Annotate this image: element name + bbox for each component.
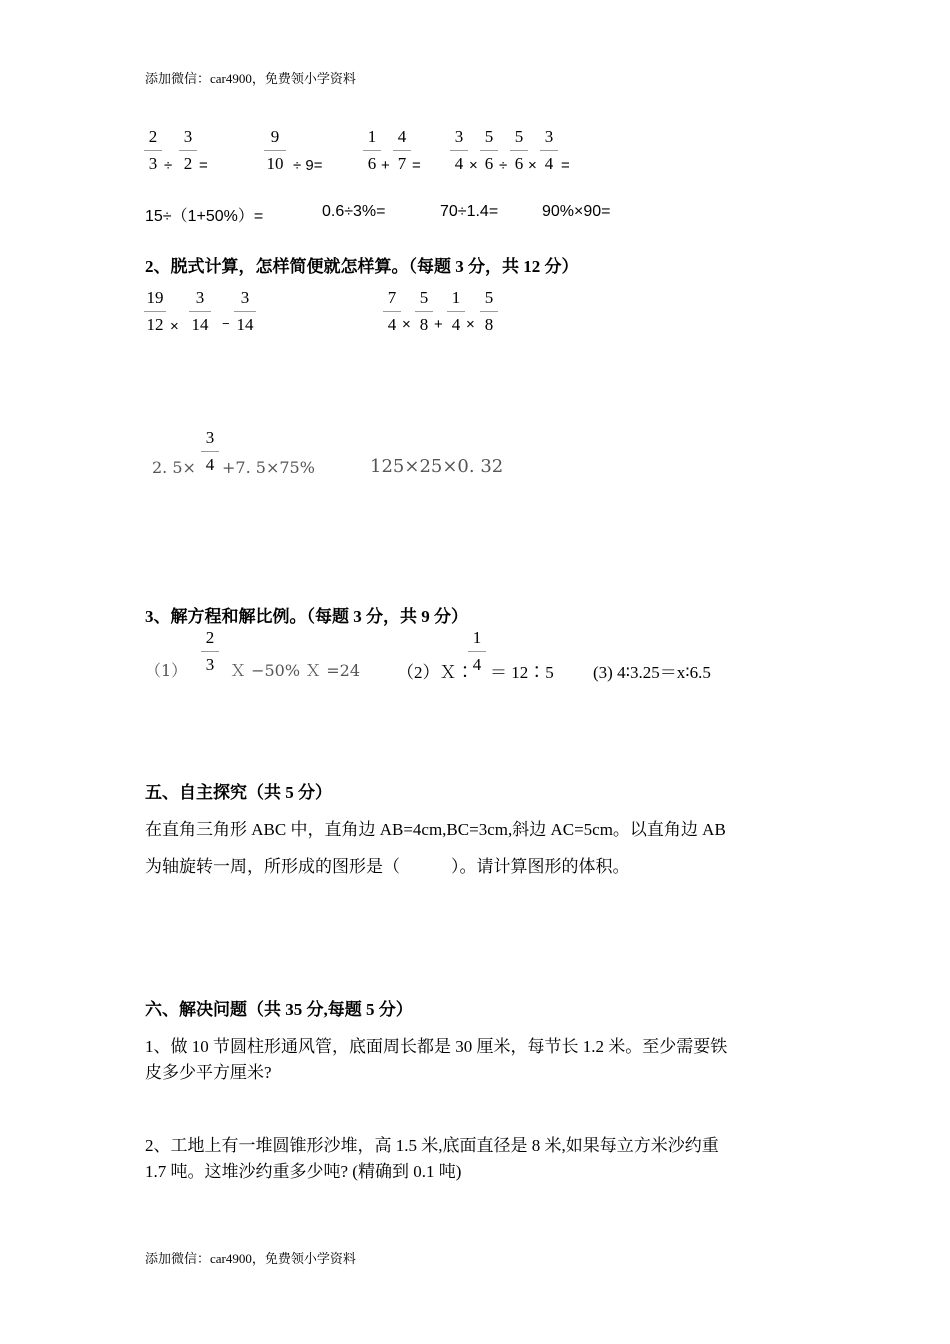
fraction: [391, 127, 413, 174]
fraction: [177, 127, 199, 174]
numerator: 3: [544, 127, 554, 146]
fraction: [262, 127, 288, 174]
denominator: 3: [148, 154, 158, 173]
question-line: 1.7 吨。这堆沙约重多少吨? (精确到 0.1 吨): [145, 1162, 462, 1181]
expression-part: 2. 5×: [152, 458, 196, 477]
denominator: 6: [514, 154, 524, 173]
fraction: [478, 288, 500, 335]
fraction: [538, 127, 560, 174]
equals-sign: =: [561, 157, 570, 174]
operator: ×: [170, 318, 179, 335]
operator: +: [434, 316, 443, 333]
section-title: 2、脱式计算，怎样简便就怎样算。（每题 3 分，共 12 分）: [145, 257, 579, 276]
fraction: [508, 127, 530, 174]
numerator: 3: [195, 288, 205, 307]
numerator: 2: [205, 628, 215, 647]
numerator: 3: [454, 127, 464, 146]
numerator: 5: [514, 127, 524, 146]
fraction: [142, 127, 164, 174]
fraction: [445, 288, 467, 335]
numerator: 9: [270, 127, 280, 146]
question-line: 1、做 10 节圆柱形通风管，底面周长都是 30 厘米，每节长 1.2 米。至少需要铁: [145, 1037, 728, 1056]
numerator: 5: [484, 288, 494, 307]
fraction: [232, 288, 258, 335]
denominator: 2: [183, 154, 193, 173]
question-line: 2、工地上有一堆圆锥形沙堆，高 1.5 米,底面直径是 8 米,如果每立方米沙约重: [145, 1136, 719, 1155]
operator: ×: [402, 316, 411, 333]
operator: ÷: [164, 157, 173, 174]
numerator: 5: [484, 127, 494, 146]
numerator: 1: [367, 127, 377, 146]
denominator: 6: [367, 154, 377, 173]
paragraph-line: 在直角三角形 ABC 中，直角边 AB=4cm,BC=3cm,斜边 AC=5cm。以直角边 AB: [145, 820, 726, 839]
equals-sign: =: [412, 157, 421, 174]
numerator: 1: [451, 288, 461, 307]
numerator: 19: [146, 288, 164, 307]
operator: −: [222, 316, 230, 331]
expression-tail: ÷ 9=: [293, 157, 323, 174]
section-title: 3、解方程和解比例。（每题 3 分，共 9 分）: [145, 607, 468, 626]
numerator: 3: [205, 428, 215, 447]
denominator: 4: [451, 315, 461, 334]
fraction: [466, 628, 488, 675]
operator: +: [381, 157, 390, 174]
numerator: 5: [419, 288, 429, 307]
paragraph-line: 为轴旋转一周，所形成的图形是（ ）。请计算图形的体积。: [145, 857, 630, 876]
operator: ÷: [499, 157, 508, 174]
numerator: 1: [472, 628, 482, 647]
fraction: [199, 628, 221, 675]
equation-label: （2）Ｘ∶: [397, 663, 474, 682]
denominator: 8: [419, 315, 429, 334]
page-header: 添加微信：car4900，免费领小学资料: [145, 71, 356, 86]
denominator: 12: [146, 315, 164, 334]
section-title: 六、解决问题（共 35 分,每题 5 分）: [145, 1000, 413, 1019]
denominator: 4: [387, 315, 397, 334]
fraction: [478, 127, 500, 174]
denominator: 4: [454, 154, 464, 173]
denominator: 4: [472, 655, 482, 674]
question-line: 皮多少平方厘米?: [145, 1063, 272, 1082]
equation-body: ＝ 12∶5: [490, 663, 554, 682]
denominator: 4: [205, 455, 215, 474]
denominator: 14: [191, 315, 209, 334]
denominator: 3: [205, 655, 215, 674]
numerator: 2: [148, 127, 158, 146]
fraction: [381, 288, 403, 335]
operator: ×: [528, 157, 537, 174]
equation-body: Ｘ −50% Ｘ =24: [230, 661, 360, 680]
numerator: 7: [387, 288, 397, 307]
numerator: 4: [397, 127, 407, 146]
denominator: 4: [544, 154, 554, 173]
denominator: 6: [484, 154, 494, 173]
fraction: [448, 127, 470, 174]
section-title: 五、自主探究（共 5 分）: [145, 783, 332, 802]
expression: 0.6÷3%=: [322, 203, 386, 220]
expression: 15÷（1+50%）=: [145, 208, 264, 225]
fraction: [142, 288, 168, 335]
expression: 90%×90=: [542, 203, 611, 220]
expression: 70÷1.4=: [440, 203, 499, 220]
fraction: [187, 288, 213, 335]
operator: ×: [466, 316, 475, 333]
expression-part: +7. 5×75%: [222, 458, 315, 477]
page-footer: 添加微信：car4900，免费领小学资料: [145, 1251, 356, 1266]
denominator: 8: [484, 315, 494, 334]
equation-label: （1）: [145, 661, 188, 680]
operator: ×: [469, 157, 478, 174]
calculation-4: 125×25×0. 32: [370, 456, 504, 477]
fraction: [199, 428, 221, 475]
denominator: 7: [397, 154, 407, 173]
denominator: 14: [236, 315, 254, 334]
numerator: 3: [183, 127, 193, 146]
fraction: [413, 288, 435, 335]
numerator: 3: [240, 288, 250, 307]
equation-3: (3) 4∶3.25＝x∶6.5: [593, 663, 711, 682]
denominator: 10: [266, 154, 284, 173]
fraction: [361, 127, 383, 174]
equals-sign: =: [199, 157, 208, 174]
